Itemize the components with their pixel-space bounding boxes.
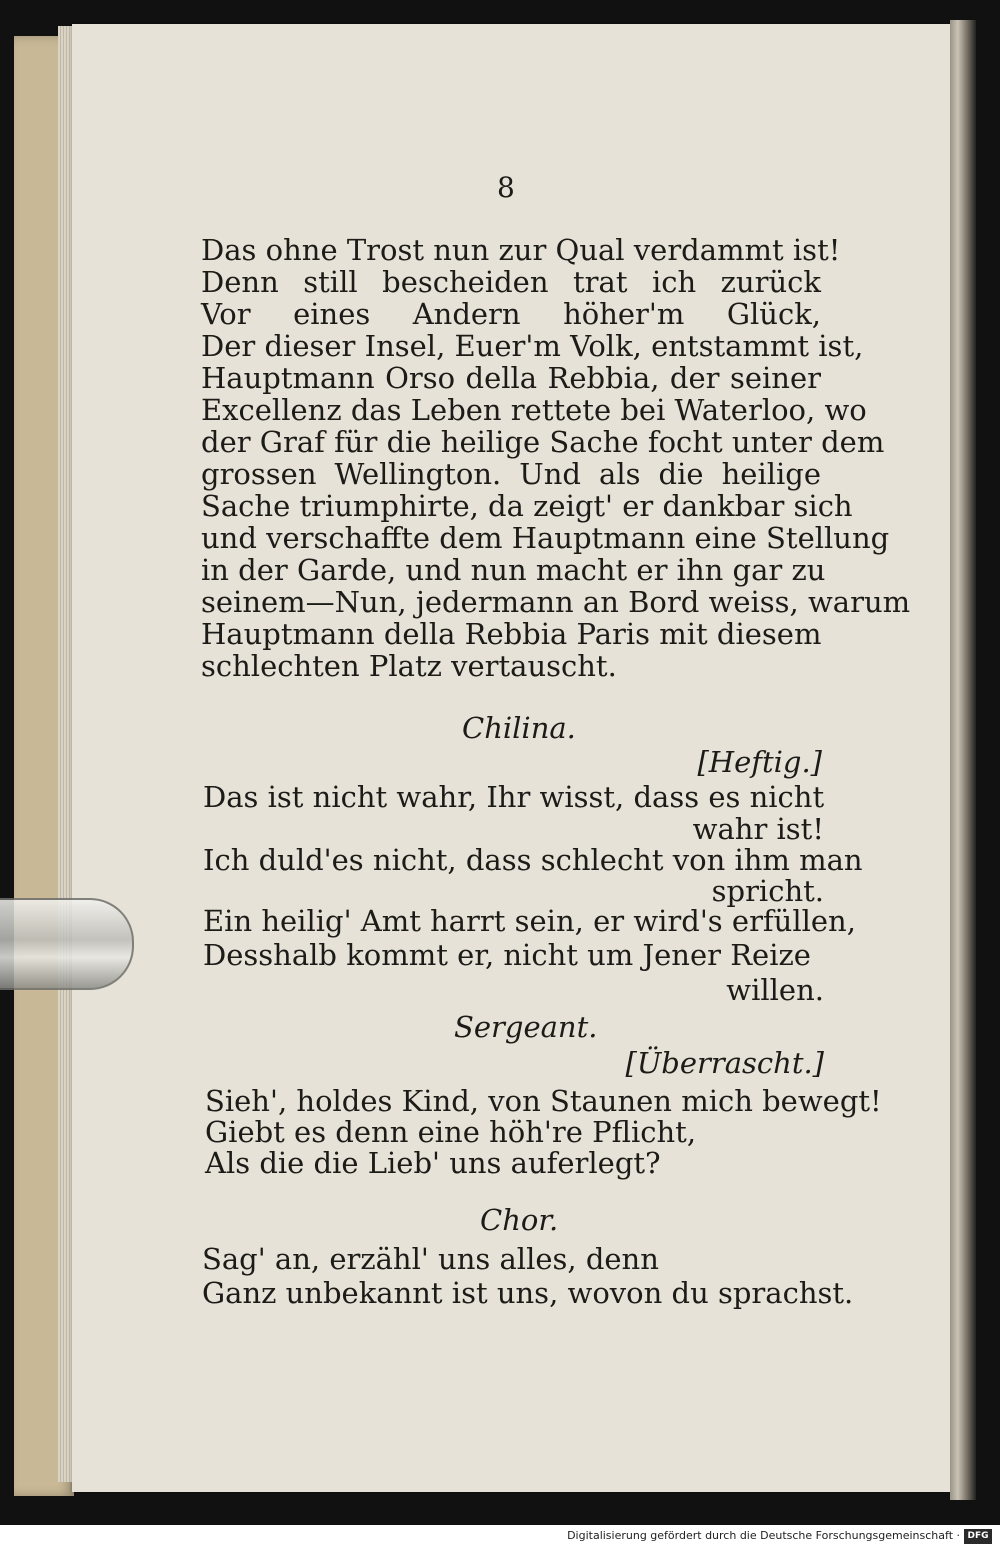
text-line: seinem—Nun, jedermann an Bord weiss, warum (201, 585, 911, 619)
verse-line: Desshalb kommt er, nicht um Jener Reize (203, 938, 811, 972)
page-number: 8 (497, 171, 515, 204)
text-line: Denn still bescheiden trat ich zurück (201, 265, 821, 299)
verse-line: Als die die Lieb' uns auferlegt? (205, 1146, 661, 1180)
verse-line-continuation: wahr ist! (692, 812, 824, 846)
text-line: Sache triumphirte, da zeigt' er dankbar sich (201, 489, 853, 523)
text-line: Das ohne Trost nun zur Qual verdammt ist! (201, 233, 841, 267)
dfg-logo: DFG (964, 1529, 992, 1544)
verse-line: Giebt es denn eine höh're Pflicht, (205, 1115, 697, 1149)
text-line: Hauptmann Orso della Rebbia, der seiner (201, 361, 821, 395)
text-line: Der dieser Insel, Euer'm Volk, entstammt ist, (201, 329, 864, 363)
speaker-name: Chilina. (462, 711, 576, 745)
speaker-name: Chor. (480, 1203, 559, 1237)
verse-line: Ein heilig' Amt harrt sein, er wird's erfüllen, (203, 904, 856, 938)
verse-line: Sieh', holdes Kind, von Staunen mich bewegt! (205, 1084, 882, 1118)
verse-line: Ganz unbekannt ist uns, wovon du sprachst. (202, 1276, 854, 1310)
text-line: Excellenz das Leben rettete bei Waterloo, wo (201, 393, 867, 427)
verse-line-continuation: willen. (726, 973, 824, 1007)
text-line: grossen Wellington. Und als die heilige (201, 457, 821, 491)
text-line: schlechten Platz vertauscht. (201, 649, 617, 683)
text-line: Vor eines Andern höher'm Glück, (201, 297, 821, 331)
page-clip (0, 898, 134, 990)
text-line: in der Garde, und nun macht er ihn gar zu (201, 553, 826, 587)
text-line: der Graf für die heilige Sache focht unter dem (201, 425, 885, 459)
stage-direction: [Überrascht.] (625, 1046, 824, 1080)
verse-line: Ich duld'es nicht, dass schlecht von ihm man (203, 843, 863, 877)
stage-direction: [Heftig.] (697, 745, 822, 779)
speaker-name: Sergeant. (454, 1010, 598, 1044)
text-line: Hauptmann della Rebbia Paris mit diesem (201, 617, 822, 651)
verse-line: Das ist nicht wahr, Ihr wisst, dass es nicht (203, 780, 825, 814)
footer-bar (0, 1525, 1000, 1548)
text-line: und verschaffte dem Hauptmann eine Stellung (201, 521, 890, 555)
verse-line-continuation: spricht. (711, 874, 824, 908)
funding-credit: Digitalisierung gefördert durch die Deutsche Forschungsgemeinschaft · (567, 1529, 960, 1542)
verse-line: Sag' an, erzähl' uns alles, denn (202, 1242, 659, 1276)
